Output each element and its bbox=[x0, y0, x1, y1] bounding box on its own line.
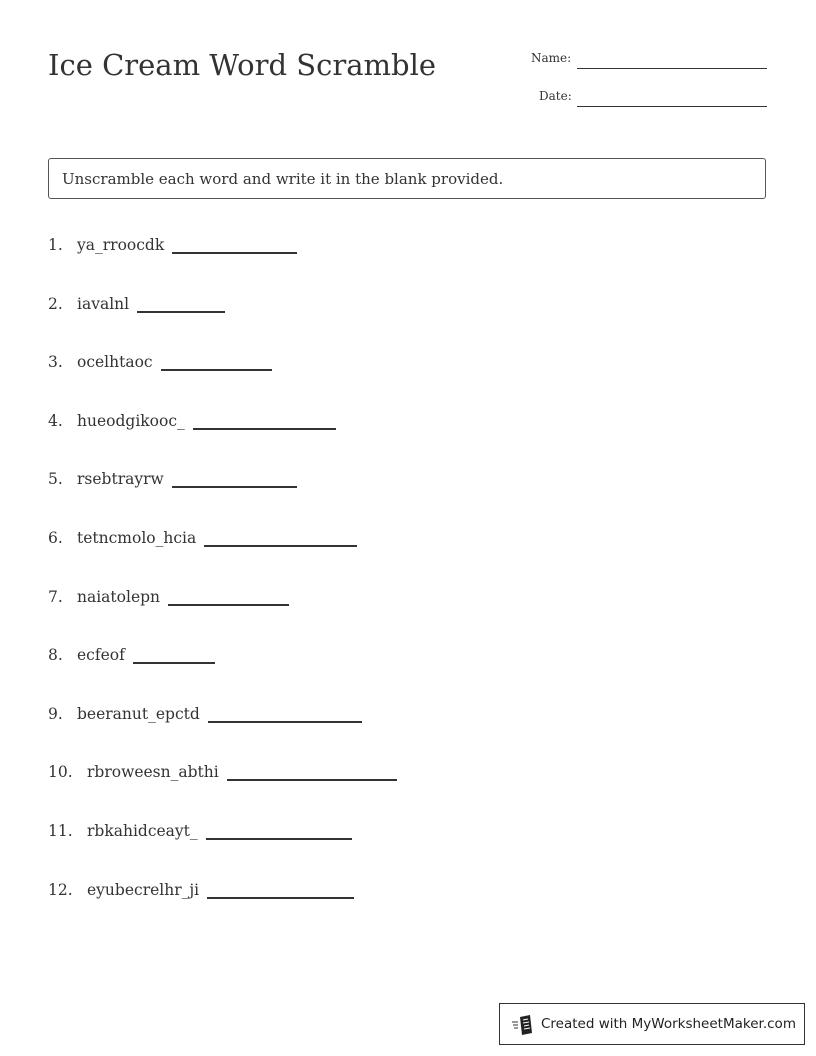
scrambled-word: ya_rroocdk bbox=[77, 236, 165, 254]
answer-blank[interactable] bbox=[208, 721, 362, 723]
item-word-group bbox=[87, 822, 352, 840]
scrambled-word: rbroweesn_abthi bbox=[87, 763, 219, 782]
item-word-group bbox=[77, 470, 297, 488]
scrambled-word: naiatolepn bbox=[77, 587, 161, 606]
item-word-group bbox=[77, 705, 362, 723]
page-title: Ice Cream Word Scramble bbox=[48, 48, 437, 82]
item-word-group bbox=[77, 646, 215, 664]
scrambled-word: eyubecrelhr_ji bbox=[87, 880, 200, 899]
item-word-group bbox=[77, 295, 225, 313]
answer-blank[interactable] bbox=[207, 897, 354, 899]
answer-blank[interactable] bbox=[227, 779, 397, 781]
item-word-group bbox=[77, 529, 357, 547]
item-number: 12. bbox=[48, 880, 73, 899]
scrambled-word: rsebtrayrw bbox=[77, 470, 164, 489]
answer-blank[interactable] bbox=[172, 252, 297, 254]
scrambled-word: tetncmolo_hcia bbox=[77, 529, 197, 547]
name-label: Name: bbox=[531, 51, 572, 65]
date-field[interactable] bbox=[577, 106, 767, 107]
item-number: 11. bbox=[48, 822, 73, 840]
footer-badge bbox=[499, 1003, 805, 1045]
answer-blank[interactable] bbox=[168, 604, 289, 606]
scrambled-word: rbkahidceayt_ bbox=[87, 822, 198, 840]
answer-blank[interactable] bbox=[206, 838, 352, 840]
item-number: 2. bbox=[48, 294, 63, 313]
scrambled-word: hueodgikooc_ bbox=[77, 411, 185, 430]
item-number: 8. bbox=[48, 646, 63, 665]
answer-blank[interactable] bbox=[161, 369, 272, 371]
item-word-group bbox=[77, 353, 272, 371]
item-word-group bbox=[77, 588, 289, 606]
answer-blank[interactable] bbox=[133, 662, 215, 664]
item-number: 9. bbox=[48, 704, 63, 723]
item-number: 10. bbox=[48, 763, 73, 782]
scrambled-word: beeranut_epctd bbox=[77, 704, 200, 723]
item-word-group bbox=[87, 881, 354, 899]
name-field[interactable] bbox=[577, 68, 767, 69]
scrambled-word: iavalnl bbox=[77, 294, 130, 313]
item-number: 4. bbox=[48, 411, 63, 430]
footer-text: Created with MyWorksheetMaker.com bbox=[541, 1016, 796, 1032]
item-number: 6. bbox=[48, 529, 63, 547]
item-word-group bbox=[77, 236, 297, 254]
date-label: Date: bbox=[539, 89, 572, 103]
item-number: 1. bbox=[48, 236, 63, 254]
item-number: 7. bbox=[48, 587, 63, 606]
item-word-group bbox=[77, 412, 336, 430]
item-word-group bbox=[87, 763, 397, 781]
item-number: 5. bbox=[48, 470, 63, 489]
worksheet-maker-logo-icon bbox=[512, 1014, 534, 1036]
answer-blank[interactable] bbox=[137, 311, 225, 313]
scrambled-word: ecfeof bbox=[77, 646, 125, 665]
scrambled-word: ocelhtaoc bbox=[77, 353, 153, 372]
instructions-text: Unscramble each word and write it in the blank provided. bbox=[62, 170, 504, 188]
instructions-box bbox=[48, 158, 766, 199]
item-number: 3. bbox=[48, 353, 63, 372]
answer-blank[interactable] bbox=[172, 486, 297, 488]
answer-blank[interactable] bbox=[204, 545, 357, 547]
answer-blank[interactable] bbox=[193, 428, 336, 430]
